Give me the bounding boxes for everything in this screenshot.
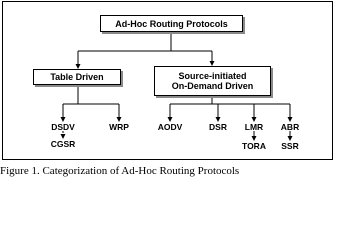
table-driven-label: Table Driven <box>50 72 104 82</box>
on-demand-label: Source-initiated On-Demand Driven <box>171 71 254 91</box>
protocol-ssr: SSR <box>281 141 299 151</box>
figure-caption: Figure 1. Categorization of Ad-Hoc Routing Protocols <box>0 165 240 177</box>
protocol-cgsr: CGSR <box>50 139 76 149</box>
protocol-dsdv: DSDV <box>51 122 75 132</box>
root-node <box>100 15 243 32</box>
on-demand-node <box>154 66 271 96</box>
protocol-abr: ABR <box>280 122 300 132</box>
protocol-wrp: WRP <box>109 122 129 132</box>
protocol-aodv: AODV <box>157 122 183 132</box>
protocol-lmr: LMR <box>244 122 264 132</box>
root-label: Ad-Hoc Routing Protocols <box>115 18 228 29</box>
table-driven-node <box>33 69 121 85</box>
protocol-dsr: DSR <box>209 122 227 132</box>
protocol-tora: TORA <box>242 141 266 151</box>
